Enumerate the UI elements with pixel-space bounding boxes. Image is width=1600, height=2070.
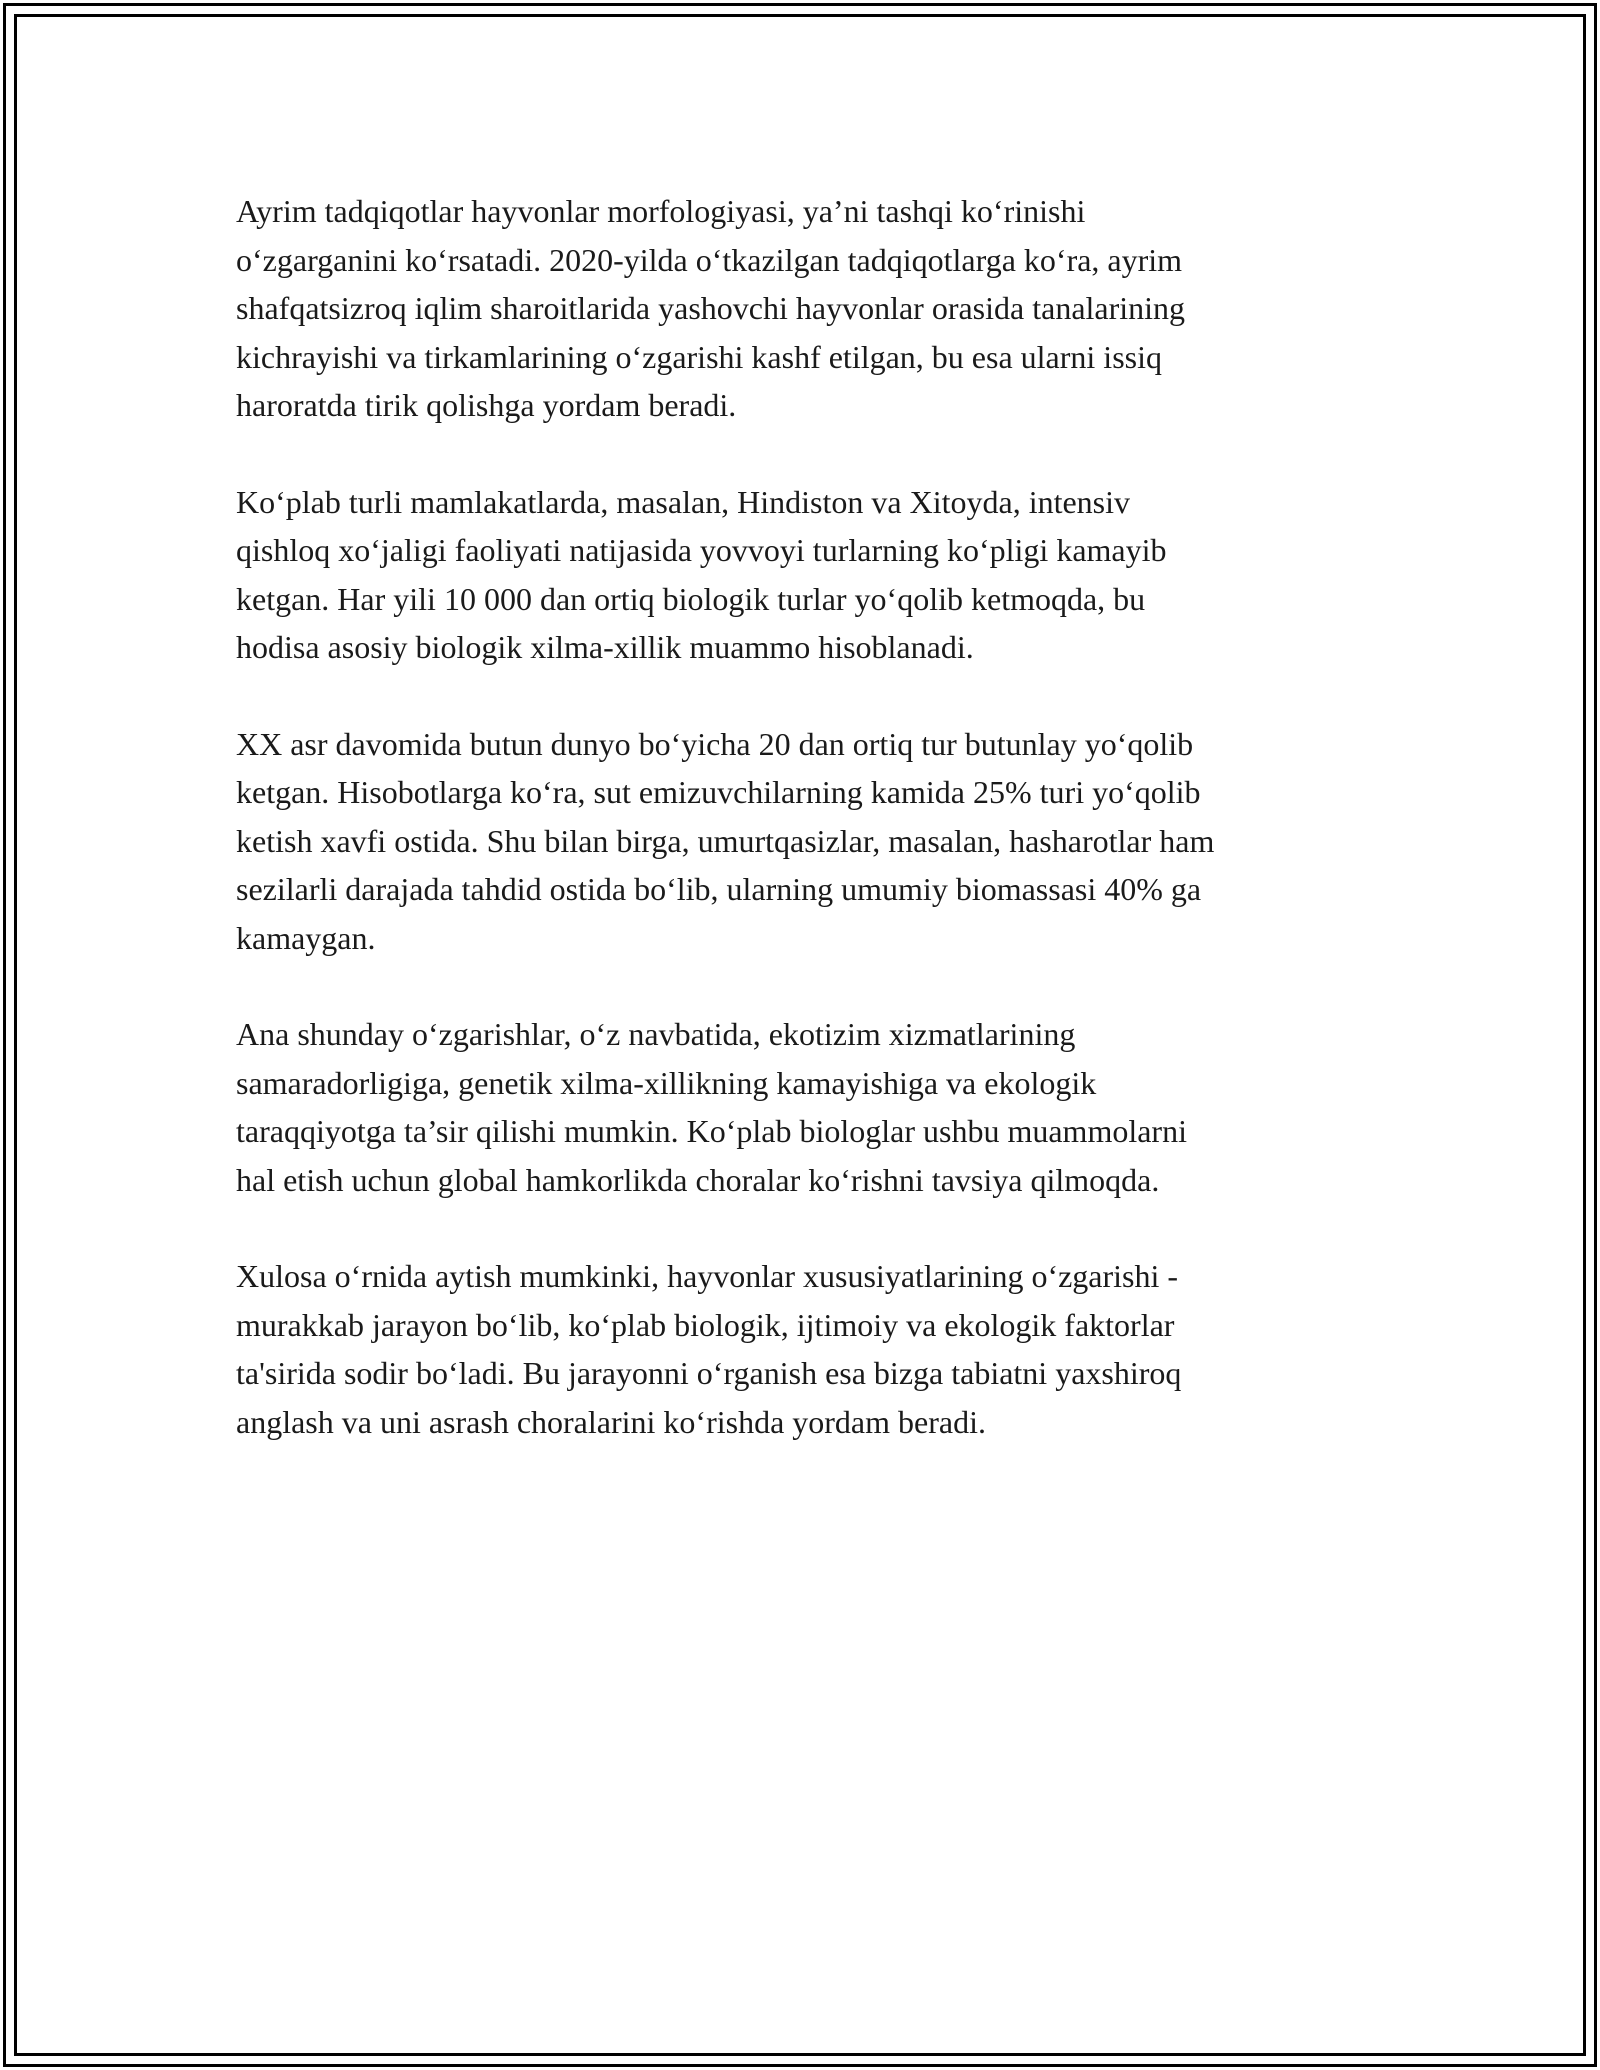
paragraph-line: Ayrim tadqiqotlar hayvonlar morfologiyasi, ya’ni tashqi ko‘rinishi [236, 193, 1086, 229]
paragraph-line: sezilarli darajada tahdid ostida bo‘lib, ularning umumiy biomassasi 40% ga [236, 871, 1202, 907]
paragraph-line: o‘zgarganini ko‘rsatadi. 2020-yilda o‘tkazilgan tadqiqotlarga ko‘ra, ayrim [236, 241, 1183, 278]
paragraph-line: XX asr davomida butun dunyo bo‘yicha 20 dan ortiq tur butunlay yo‘qolib [236, 725, 1194, 762]
paragraph-line: hal etish uchun global hamkorlikda choralar ko‘rishni tavsiya qilmoqda. [236, 1161, 1160, 1198]
paragraph-1 [236, 187, 1386, 430]
paragraph-line: murakkab jarayon bo‘lib, ko‘plab biologik, ijtimoiy va ekologik faktorlar [236, 1306, 1175, 1343]
paragraph-line: qishloq xo‘jaligi faoliyati natijasida yovvoyi turlarning ko‘pligi kamayib [236, 532, 1167, 568]
paragraph-line: kichrayishi va tirkamlarining o‘zgarishi kashf etilgan, bu esa ularni issiq [236, 338, 1162, 375]
paragraph-line: anglash va uni asrash choralarini ko‘rishda yordam beradi. [236, 1403, 986, 1440]
paragraph-line: Ko‘plab turli mamlakatlarda, masalan, Hindiston va Xitoyda, intensiv [236, 483, 1131, 520]
document-body [236, 187, 1386, 1494]
paragraph-line: shafqatsizroq iqlim sharoitlarida yashovchi hayvonlar orasida tanalarining [236, 290, 1186, 326]
paragraph-5 [236, 1252, 1386, 1446]
paragraph-2 [236, 478, 1386, 672]
paragraph-line: ketgan. Har yili 10 000 dan ortiq biologik turlar yo‘qolib ketmoqda, bu [236, 580, 1146, 617]
paragraph-4 [236, 1010, 1386, 1204]
paragraph-line: Xulosa o‘rnida aytish mumkinki, hayvonlar xususiyatlarining o‘zgarishi - [236, 1258, 1179, 1294]
paragraph-line: Ana shunday o‘zgarishlar, o‘z navbatida, ekotizim xizmatlarining [236, 1016, 1076, 1052]
paragraph-line: ketgan. Hisobotlarga ko‘ra, sut emizuvchilarning kamida 25% turi yo‘qolib [236, 774, 1201, 810]
paragraph-line: kamaygan. [236, 919, 376, 956]
paragraph-line: hodisa asosiy biologik xilma-xillik muammo hisoblanadi. [236, 629, 974, 665]
paragraph-line: ketish xavfi ostida. Shu bilan birga, umurtqasizlar, masalan, hasharotlar ham [236, 822, 1215, 859]
paragraph-line: haroratda tirik qolishga yordam beradi. [236, 387, 737, 423]
paragraph-3 [236, 720, 1386, 963]
paragraph-line: ta'sirida sodir bo‘ladi. Bu jarayonni o‘rganish esa bizga tabiatni yaxshiroq [236, 1355, 1182, 1391]
paragraph-line: samaradorligiga, genetik xilma-xillikning kamayishiga va ekologik [236, 1064, 1097, 1101]
paragraph-line: taraqqiyotga ta’sir qilishi mumkin. Ko‘plab biologlar ushbu muammolarni [236, 1113, 1187, 1149]
